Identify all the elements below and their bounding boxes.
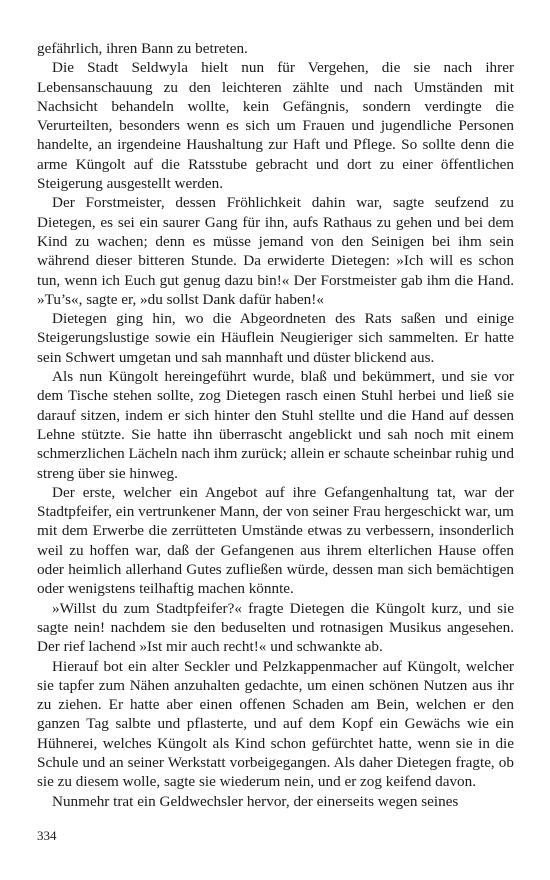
paragraph: Der Forstmeister, dessen Fröhlichkeit dahin war, sagte seufzend zu Dietegen, es sei ein saurer Gang für ihn, aufs Rathaus zu gehen und bei dem Kind zu wachen; denn es müsse jemand von den Seinigen bei ihm sein während dieser bitteren Stunde. Da erwiderte Dietegen: »Ich will es schon tun, wenn ich Euch gut genug dazu bin!« Der Forstmeister gab ihm die Hand. »Tu’s«, sagte er, »du sollst Dank dafür haben!« [37, 194, 514, 308]
book-page-text [37, 39, 514, 811]
paragraph: Der erste, welcher ein Angebot auf ihre Gefangenhaltung tat, war der Stadtpfeifer, ein vertrunkener Mann, der von seiner Frau hergeschickt war, um mit dem Erwerbe die zerrütteten Umstände etwas zu verbessern, insonderlich weil zu hoffen war, daß der Gefangenen aus ihrem elterlichen Hause offen oder heimlich allerhand Gutes zufließen würde, dessen man sich bemächtigen oder wenigstens teilhaftig machen könnte. [37, 483, 514, 598]
paragraph: Hierauf bot ein alter Seckler und Pelzkappenmacher auf Küngolt, welcher sie tapfer zum Nähen anzuhalten gedachte, um einen schönen Nutzen aus ihr zu ziehen. Er hatte aber einen offenen Schaden am Bein, welchen er den ganzen Tag salbte und pflasterte, und auf dem Kopf ein Gewächs wie ein Hühnerei, welches Küngolt als Kind schon gefürchtet hatte, wenn sie in die Schule und an seiner Werkstatt vorbeigegangen. Als daher Dietegen fragte, ob sie zu diesem wolle, sagte sie wiederum nein, und er zog keifend davon. [37, 657, 514, 791]
paragraph: Als nun Küngolt hereingeführt wurde, blaß und bekümmert, und sie vor dem Tische stehen sollte, zog Dietegen rasch einen Stuhl herbei und ließ sie darauf sitzen, indem er sich hinter den Stuhl stellte und die Hand auf dessen Lehne stützte. Sie hatte ihn überrascht angeblickt und sah noch mit einem schmerzlichen Lächeln nach ihm zurück; allein er schaute scheinbar ruhig und streng über sie hinweg. [37, 368, 514, 482]
paragraph-continuation: gefährlich, ihren Bann zu betreten. [37, 40, 248, 57]
paragraph: Dietegen ging hin, wo die Abgeordneten des Rats saßen und einige Steigerungslustige sowie ein Häuflein Neugieriger sich sammelten. Er hatte sein Schwert umgetan und sah mannhaft und düster blickend aus. [37, 310, 514, 366]
page-number: 334 [37, 828, 57, 843]
paragraph: Nunmehr trat ein Geldwechsler hervor, der einerseits wegen seines [52, 792, 459, 810]
paragraph: »Willst du zum Stadtpfeifer?« fragte Dietegen die Küngolt kurz, und sie sagte nein! nachdem sie den beduselten und rotnasigen Musikus angesehen. Der rief lachend »Ist mir auch recht!« und schwankte ab. [37, 599, 514, 656]
paragraph: Die Stadt Seldwyla hielt nun für Vergehen, die sie nach ihrer Lebensanschauung zu den leichteren zählte und nach Umständen mit Nachsicht behandeln wollte, kein Gefängnis, sondern verdingte die Verurteilten, besonders wenn es sich um Frauen und jugendliche Personen handelte, an irgendeine Haushaltung zur Haft und Pflege. So sollte denn die arme Küngolt auf die Ratsstube gebracht und dort zu einer öffentlichen Steigerung ausgestellt werden. [37, 59, 514, 193]
